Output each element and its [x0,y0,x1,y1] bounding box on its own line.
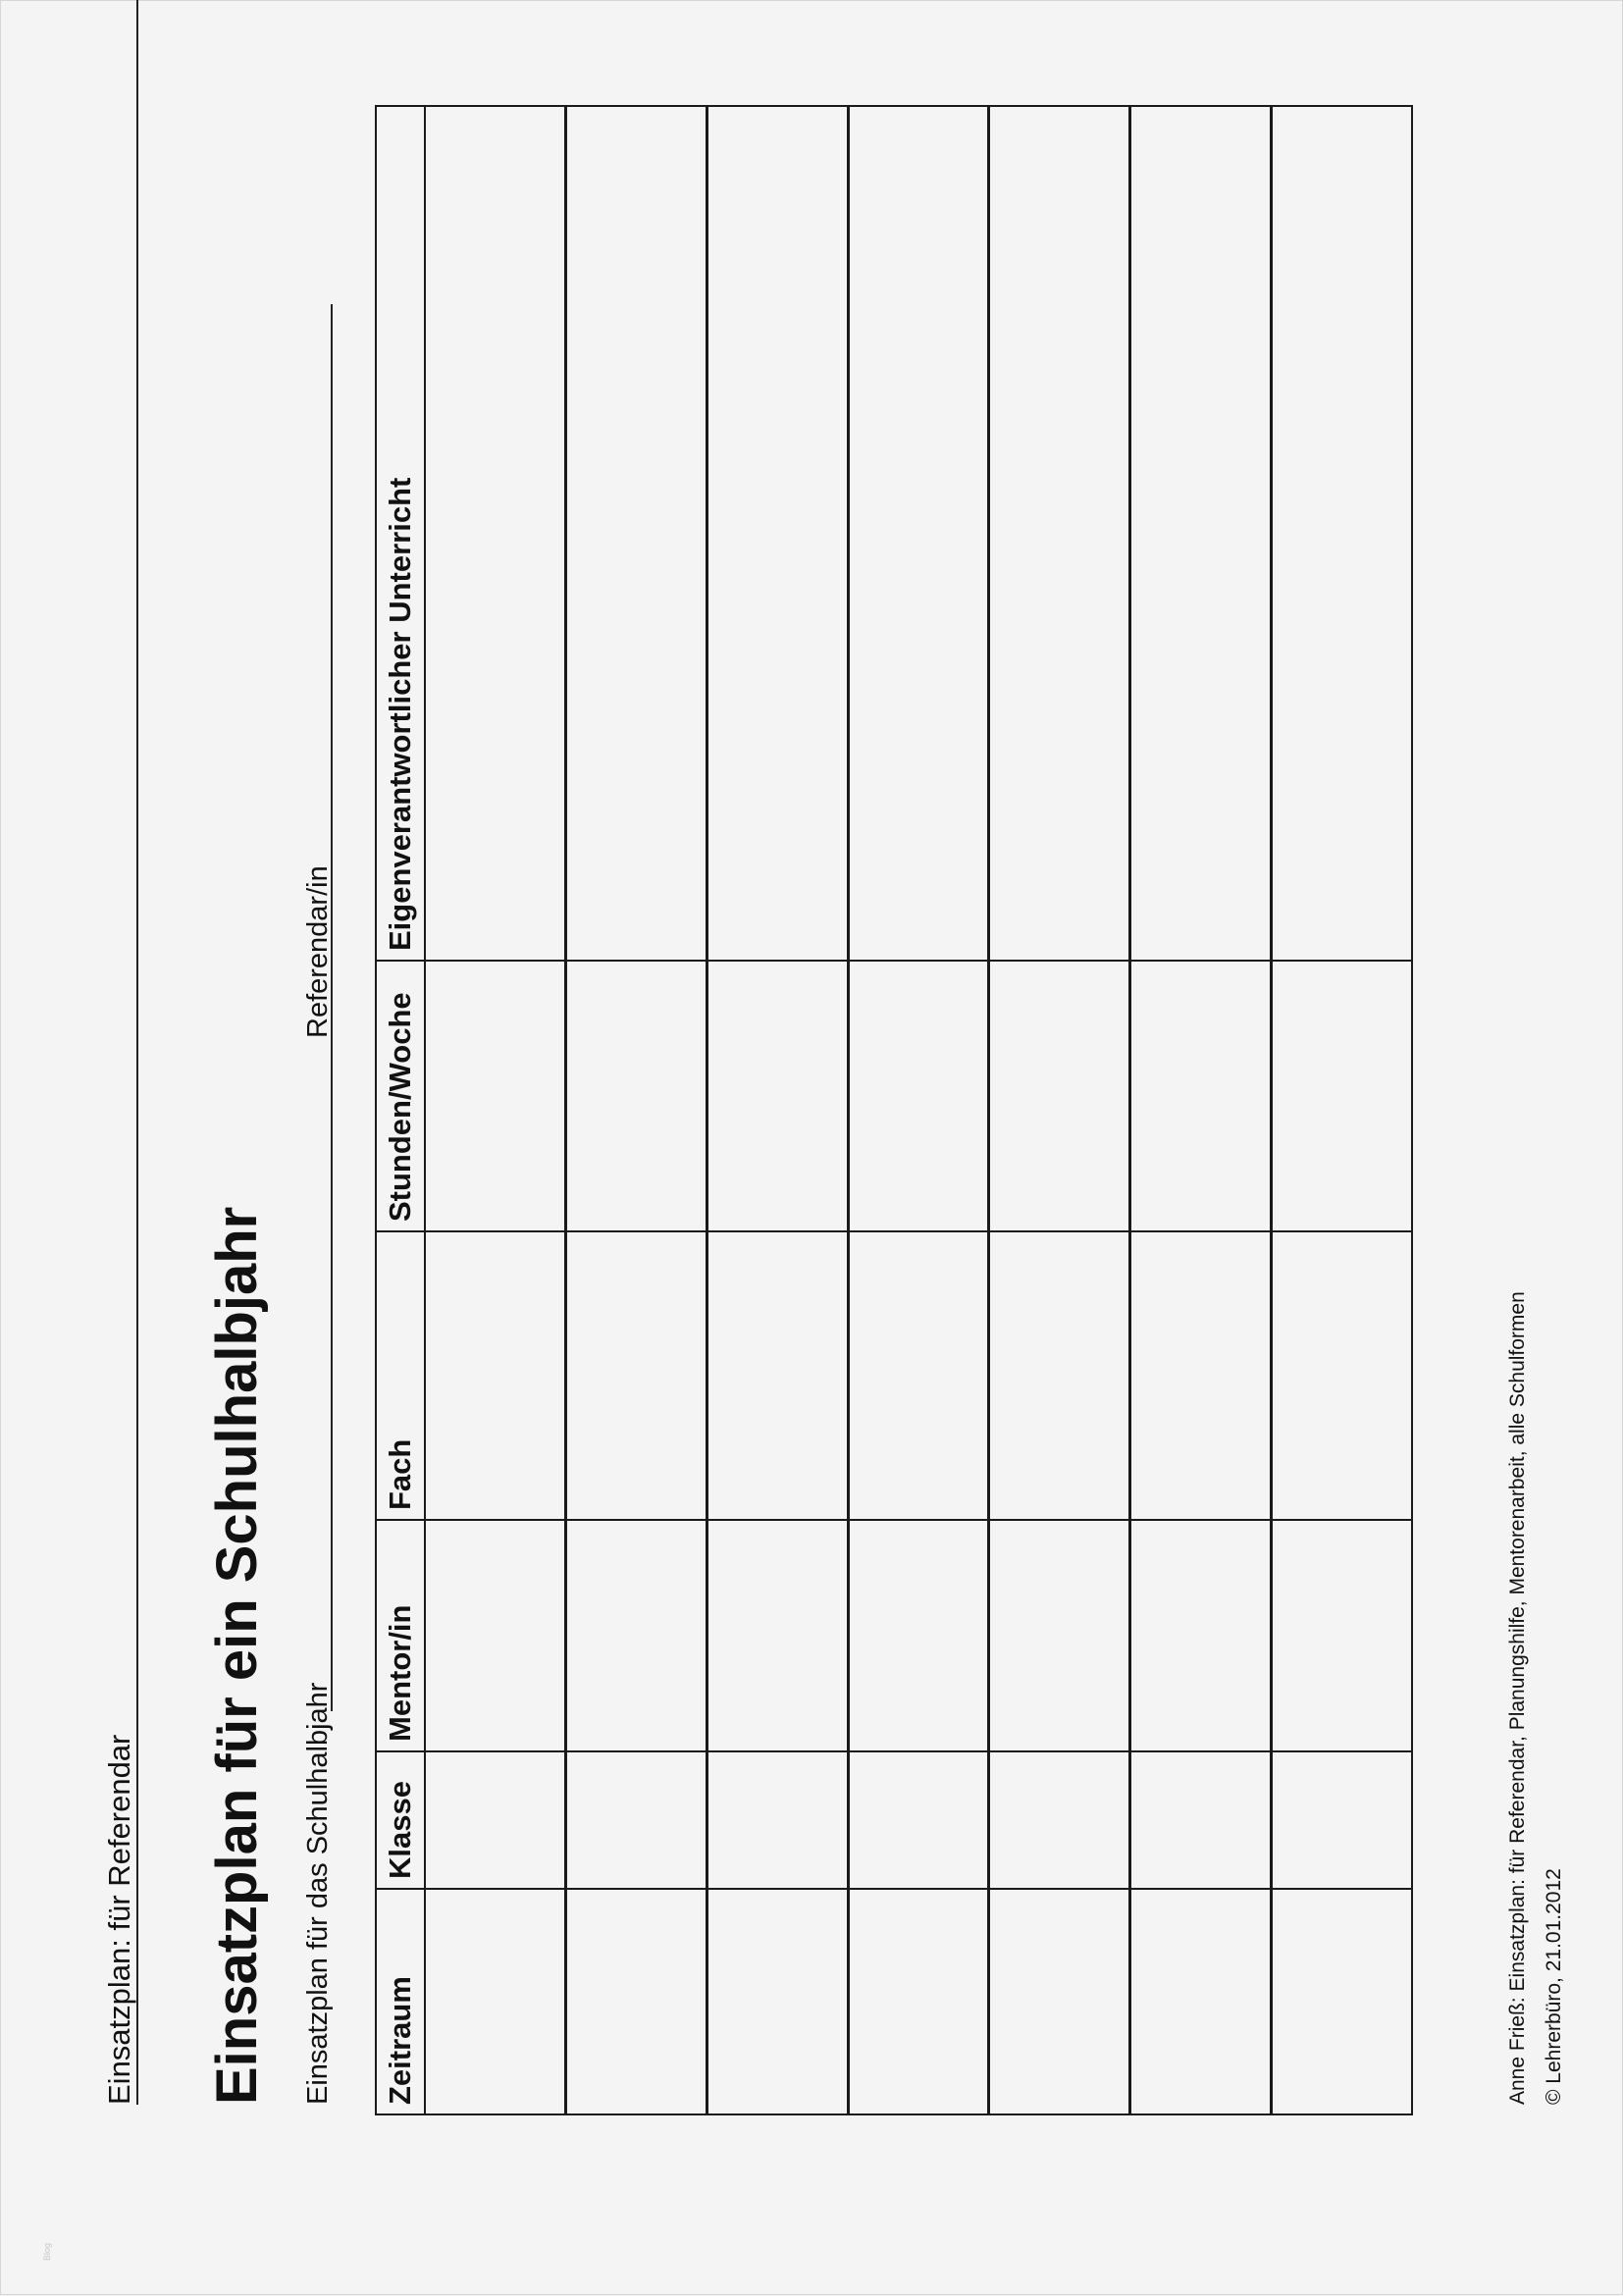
table-cell[interactable] [566,961,707,1231]
table-cell[interactable] [707,1520,848,1751]
table-cell[interactable] [707,106,848,961]
table-cell[interactable] [1130,1751,1272,1889]
footer-credit: Anne Frieß: Einsatzplan: für Referendar, Planungshilfe, Mentorenarbeit, alle Schulformen [1506,1291,1529,2105]
table-cell[interactable] [425,106,566,961]
table-cell[interactable] [848,961,989,1231]
referendar-fill-line[interactable] [331,304,333,842]
rotated-content [1,1,1623,2296]
table-row [1271,106,1412,2114]
table-cell[interactable] [707,961,848,1231]
table-cell[interactable] [425,961,566,1231]
watermark: Blog [42,2242,52,2261]
table-cell[interactable] [566,1231,707,1520]
table-row [989,106,1130,2114]
column-header-mentor: Mentor/in [376,1520,425,1751]
column-header-fach: Fach [376,1231,425,1520]
table-cell[interactable] [989,1520,1130,1751]
table-cell[interactable] [848,1751,989,1889]
header-rule [136,0,138,2105]
table-cell[interactable] [1130,1520,1272,1751]
table-cell[interactable] [425,1520,566,1751]
table-body [425,106,1412,2114]
plan-table [375,105,1413,2115]
table-cell[interactable] [566,1889,707,2114]
table-cell[interactable] [1271,106,1412,961]
column-header-klasse: Klasse [376,1751,425,1889]
table-cell[interactable] [989,1889,1130,2114]
table-cell[interactable] [1271,1520,1412,1751]
table-cell[interactable] [989,1751,1130,1889]
table-cell[interactable] [1271,1889,1412,2114]
table-cell[interactable] [1130,106,1272,961]
table-cell[interactable] [1130,1231,1272,1520]
table-row [425,106,566,2114]
table-cell[interactable] [566,1751,707,1889]
table-cell[interactable] [1271,1231,1412,1520]
table-cell[interactable] [566,1520,707,1751]
table-cell[interactable] [425,1889,566,2114]
footer-copyright: © Lehrerbüro, 21.01.2012 [1543,1868,1565,2105]
table-cell[interactable] [848,1231,989,1520]
table-cell[interactable] [1271,1751,1412,1889]
table-cell[interactable] [989,961,1130,1231]
table-row [848,106,989,2114]
column-header-stunden-woche: Stunden/Woche [376,961,425,1231]
table-cell[interactable] [707,1231,848,1520]
table-cell[interactable] [1130,961,1272,1231]
table-cell[interactable] [566,106,707,961]
table-header-row [376,106,425,2114]
table-cell[interactable] [707,1889,848,2114]
table-row [707,106,848,2114]
table-cell[interactable] [425,1231,566,1520]
table-cell[interactable] [1271,961,1412,1231]
table-cell[interactable] [848,1889,989,2114]
table-cell[interactable] [848,106,989,961]
referendar-label: Referendar/in [302,865,334,1038]
table-cell[interactable] [848,1520,989,1751]
table-cell[interactable] [425,1751,566,1889]
table-cell[interactable] [1130,1889,1272,2114]
page-title: Einsatzplan für ein Schulhalbjahr [205,1206,269,2105]
header-title: Einsatzplan: für Referendar [102,1734,136,2105]
column-header-eigenverantwortlicher-unterricht: Eigenverantwortlicher Unterricht [376,106,425,961]
table-cell[interactable] [989,106,1130,961]
table-cell[interactable] [989,1231,1130,1520]
column-header-zeitraum: Zeitraum [376,1889,425,2114]
table-row [1130,106,1272,2114]
halbjahr-label: Einsatzplan für das Schulhalbjahr [302,1682,334,2105]
table-row [566,106,707,2114]
table-cell[interactable] [707,1751,848,1889]
